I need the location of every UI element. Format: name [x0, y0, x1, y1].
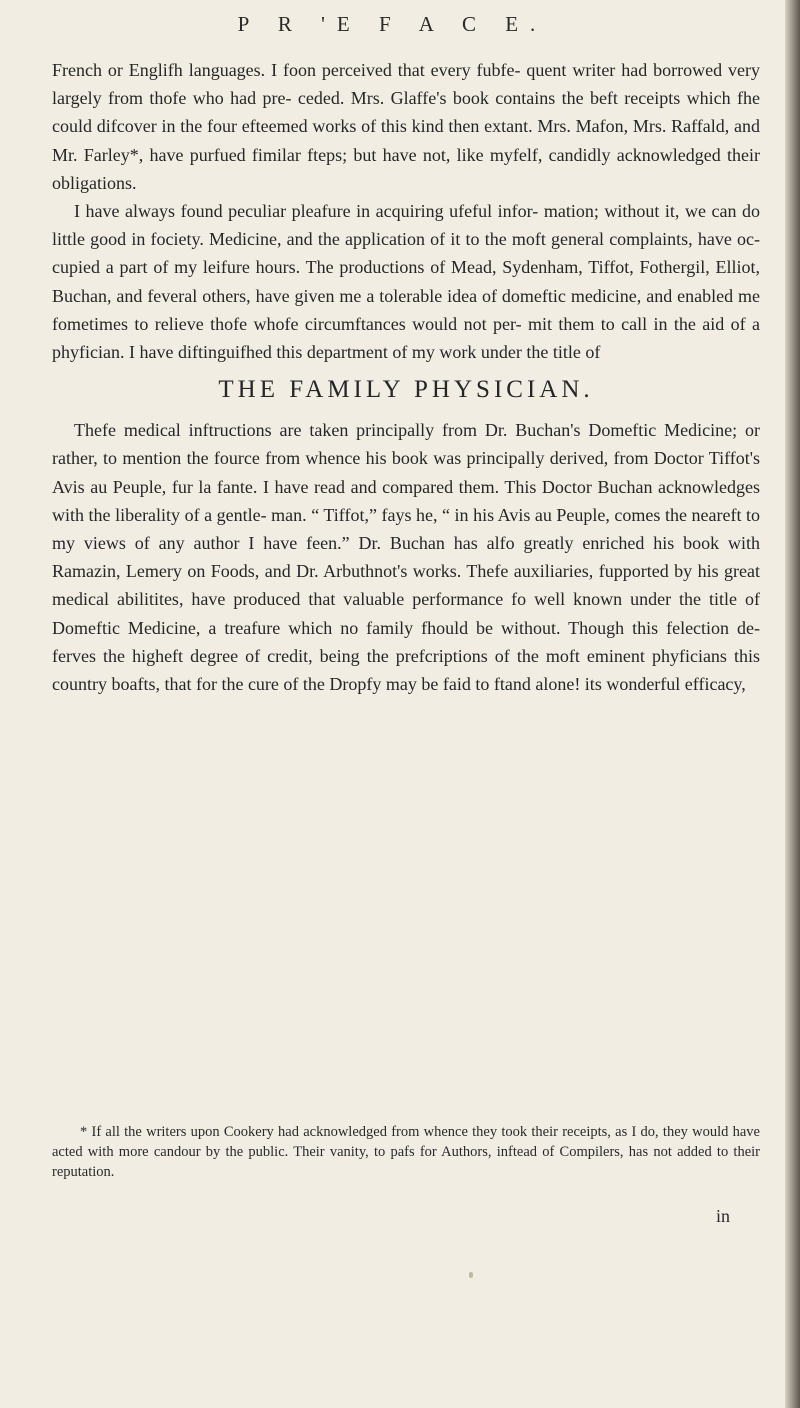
- page-edge-shadow: [785, 0, 800, 1408]
- paragraph-1: French or Englifh languages. I foon perceived that every fubfe- quent writer had borrowed very largely from thofe who had pre- ceded. Mrs. Glaffe's book contains the beft receipts which fhe could difcover in the four efteemed works of this kind then extant. Mrs. Mafon, Mrs. Raffald, and Mr. Farley*, have purfued fimilar fteps; but have not, like myfelf, candidly acknowledged their obligations.: [52, 60, 760, 193]
- body-text: [52, 56, 760, 698]
- paper-speck: [469, 1272, 473, 1278]
- section-heading: THE FAMILY PHYSICIAN.: [218, 376, 594, 404]
- catchword: in: [716, 1206, 731, 1226]
- running-head: P R 'E F A C E.: [237, 12, 548, 36]
- paragraph-2: I have always found peculiar pleafure in acquiring ufeful infor- mation; without it, we can do little good in fociety. Medicine, and the application of it to the moft general complaints, have oc- cupied a part of my leifure hours. The productions of Mead, Sydenham, Tiffot, Fothergil, Elliot, Buchan, and feveral others, have given me a tolerable idea of domeftic medicine, and enabled me fometimes to relieve thofe whofe circumftances would not per- mit them to call in the aid of a phyfician. I have diftinguifhed this department of my work under the title of: [52, 201, 760, 363]
- paragraph-3: Thefe medical inftructions are taken principally from Dr. Buchan's Domeftic Medicine; or rather, to mention the fource from whence his book was principally derived, from Doctor Tiffot's Avis au Peuple, fur la fante. I have read and compared them. This Doctor Buchan acknowledges with the liberality of a gentle- man. “ Tiffot,” fays he, “ in his Avis au Peuple, comes the neareft to my views of any author I have feen.” Dr. Buchan has alfo greatly enriched his book with Ramazin, Lemery on Foods, and Dr. Arbuthnot's works. Thefe auxiliaries, fupported by his great medical abilitites, have produced that valuable performance fo well known under the title of Domeftic Medicine, a treafure which no family fhould be without. Though this felection de- ferves the higheft degree of credit, being the prefcriptions of the moft eminent phyficians this country boafts, that for the cure of the Dropfy may be faid to ftand alone! its wonderful efficacy,: [52, 420, 760, 695]
- footnote: * If all the writers upon Cookery had acknowledged from whence they took their receipts, as I do, they would have acted with more candour by the public. Their vanity, to pafs for Authors, inftead of Compilers, has not added to their reputation.: [52, 1124, 760, 1180]
